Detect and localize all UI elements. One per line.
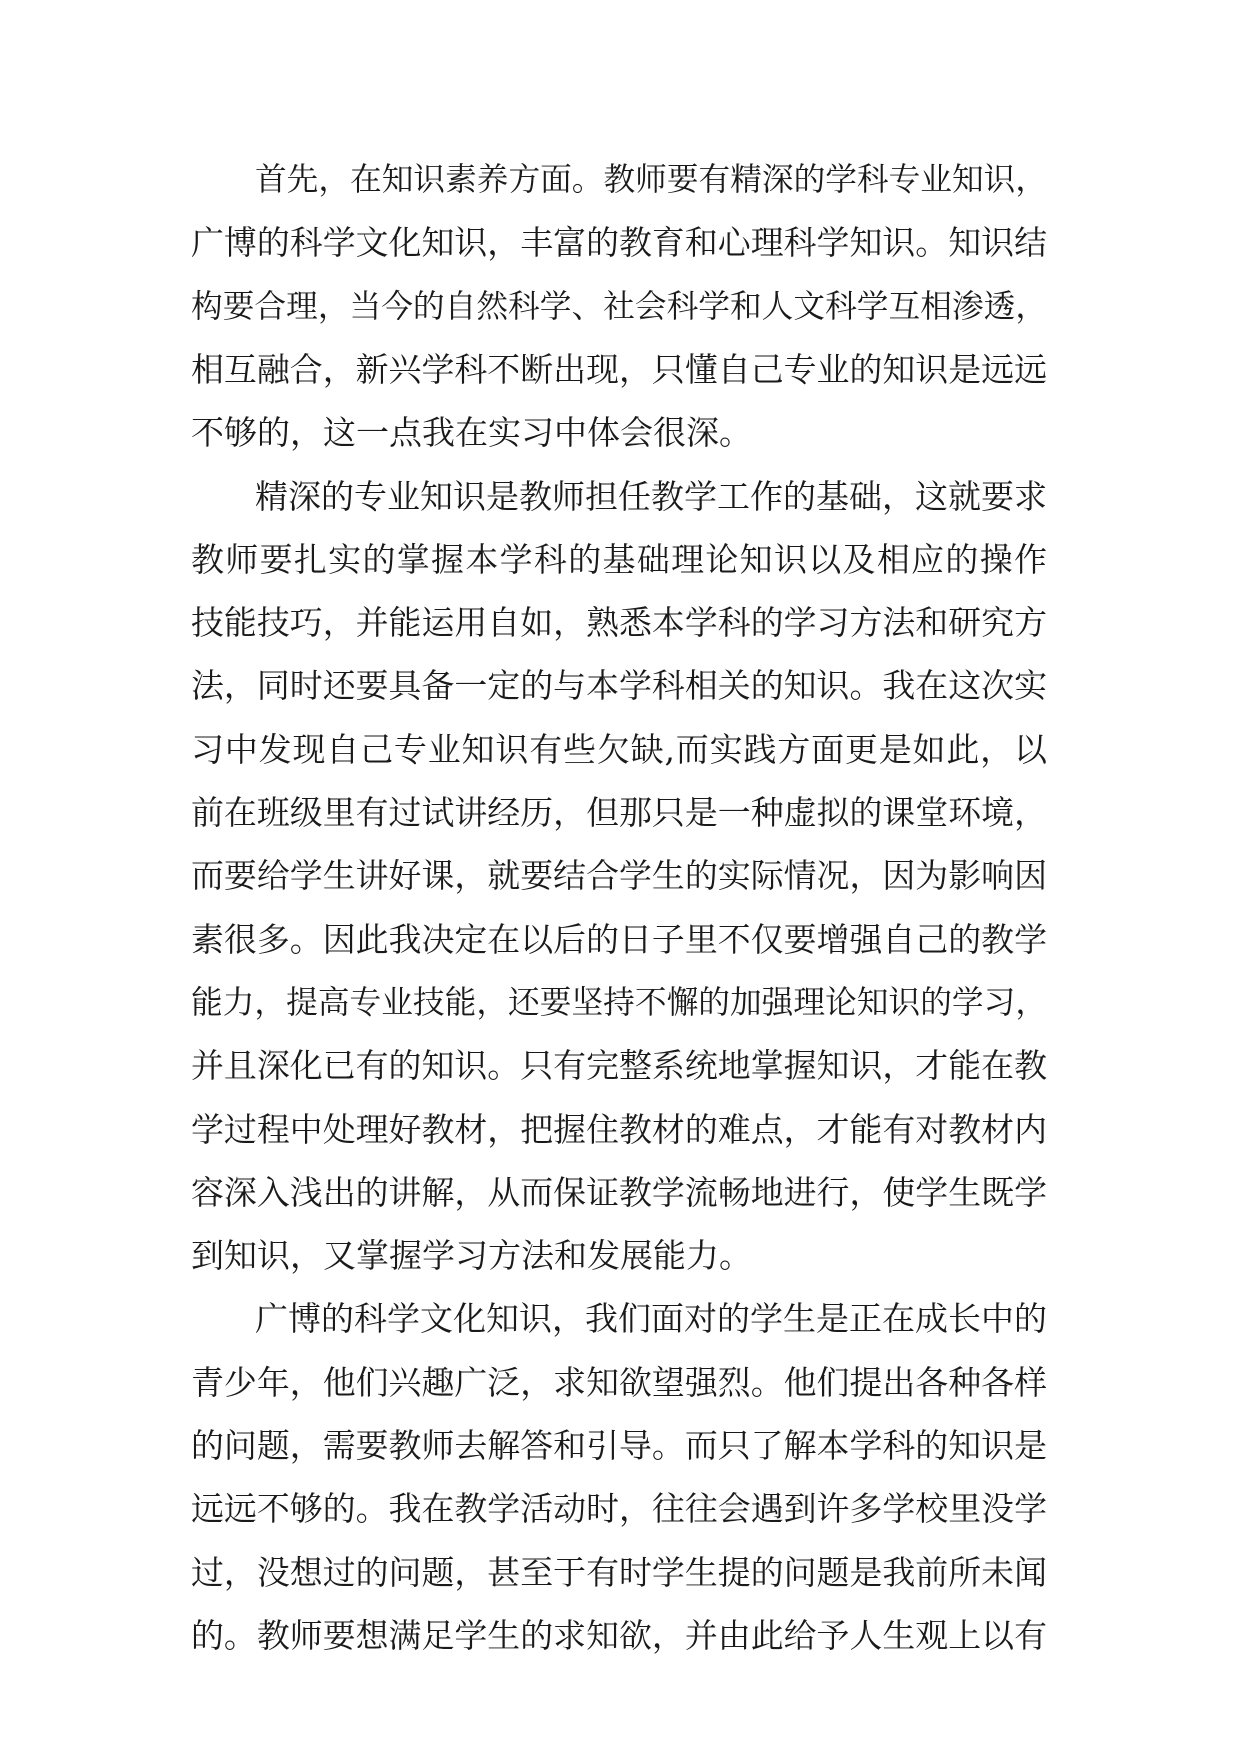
text-line: 技能技巧，并能运用自如，熟悉本学科的学习方法和研究方 bbox=[191, 603, 1047, 643]
text-line: 过，没想过的问题，甚至于有时学生提的问题是我前所未闻 bbox=[191, 1552, 1047, 1592]
text-line: 相互融合，新兴学科不断出现，只懂自己专业的知识是远远 bbox=[191, 349, 1047, 389]
text-line: 而要给学生讲好课，就要结合学生的实际情况，因为影响因 bbox=[191, 856, 1047, 896]
text-line: 精深的专业知识是教师担任教学工作的基础，这就要求 bbox=[255, 476, 1047, 516]
text-line: 构要合理，当今的自然科学、社会科学和人文科学互相渗透， bbox=[191, 288, 1047, 325]
text-line: 到知识，又掌握学习方法和发展能力。 bbox=[191, 1236, 752, 1276]
text-line: 学过程中处理好教材，把握住教材的难点，才能有对教材内 bbox=[191, 1109, 1047, 1149]
text-line: 广博的科学文化知识，我们面对的学生是正在成长中的 bbox=[255, 1299, 1047, 1339]
text-line: 习中发现自己专业知识有些欠缺,而实践方面更是如此，以 bbox=[191, 729, 1047, 769]
text-line: 教师要扎实的掌握本学科的基础理论知识以及相应的操作 bbox=[191, 539, 1047, 579]
text-line: 前在班级里有过试讲经历，但那只是一种虚拟的课堂环境， bbox=[191, 793, 1047, 832]
text-line: 的问题，需要教师去解答和引导。而只了解本学科的知识是 bbox=[191, 1426, 1047, 1465]
text-line: 青少年，他们兴趣广泛，求知欲望强烈。他们提出各种各样 bbox=[191, 1362, 1047, 1402]
text-line: 不够的，这一点我在实习中体会很深。 bbox=[191, 413, 752, 453]
text-line: 能力，提高专业技能，还要坚持不懈的加强理论知识的学习， bbox=[191, 984, 1047, 1021]
text-line: 容深入浅出的讲解，从而保证教学流畅地进行，使学生既学 bbox=[191, 1172, 1047, 1212]
text-line: 并且深化已有的知识。只有完整系统地掌握知识，才能在教 bbox=[191, 1046, 1047, 1086]
text-line: 广博的科学文化知识，丰富的教育和心理科学知识。知识结 bbox=[191, 223, 1047, 263]
text-line: 法，同时还要具备一定的与本学科相关的知识。我在这次实 bbox=[191, 666, 1047, 706]
text-line: 远远不够的。我在教学活动时，往往会遇到许多学校里没学 bbox=[191, 1489, 1047, 1529]
text-line: 素很多。因此我决定在以后的日子里不仅要增强自己的教学 bbox=[191, 919, 1047, 959]
text-line: 的。教师要想满足学生的求知欲，并由此给予人生观上以有 bbox=[191, 1615, 1047, 1655]
text-line: 首先，在知识素养方面。教师要有精深的学科专业知识， bbox=[255, 162, 1047, 198]
